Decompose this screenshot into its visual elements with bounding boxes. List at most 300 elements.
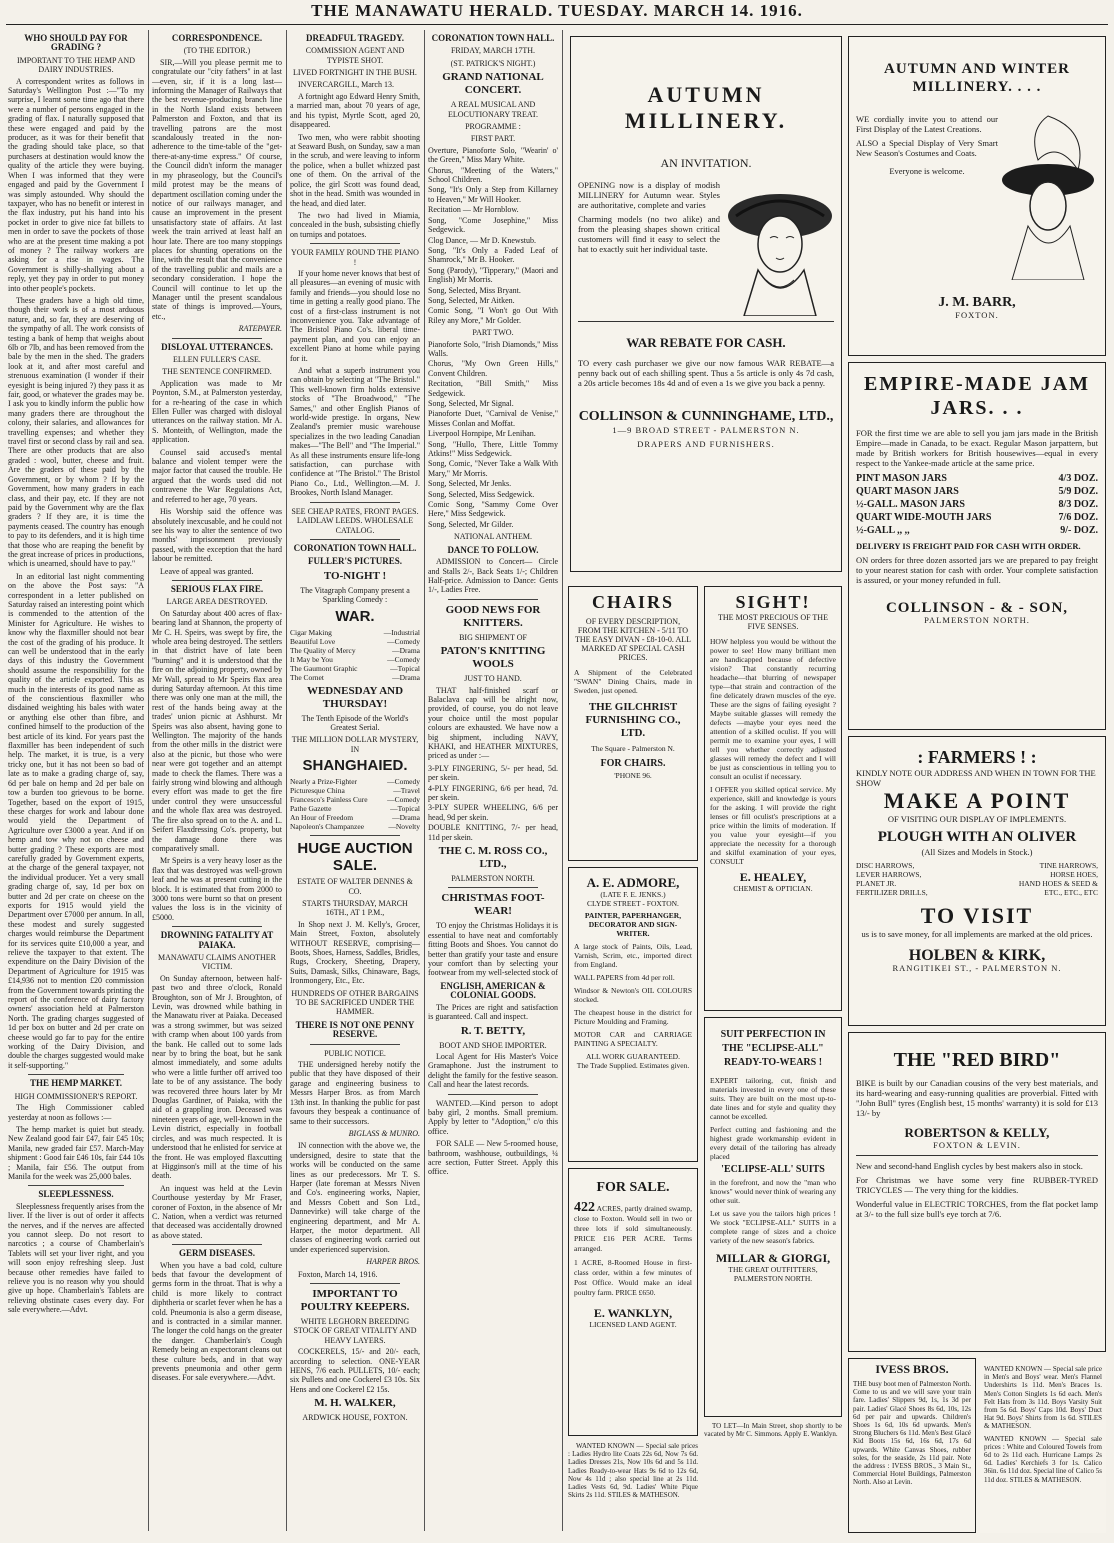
implement-row-cell: HORSE HOES, <box>1050 870 1098 879</box>
programme-item-cell: Nearly a Prize-Fighter <box>290 777 358 787</box>
ad-heading: THE MILLION DOLLAR MYSTERY, IN <box>291 735 419 754</box>
ad-address: PALMERSTON NORTH. <box>733 1274 813 1283</box>
column-1 <box>8 30 144 1535</box>
price-list <box>856 472 1098 537</box>
ad-text: THAT half-finished scarf or Balaclava cap will be alright now, provided, of course, you do not leave your choice until the most popular colours are exhausted. We have now a big shipment, including NAVY, KHAKI, and HEATHER MIXTURES, priced as under :— <box>428 685 558 761</box>
ad-heading: GOOD NEWS FOR KNITTERS. <box>445 603 541 629</box>
programme-item-cell: —Drama <box>392 672 420 682</box>
ad-text: EXPERT tailoring, cut, finish and materials invested in every one of these suits. They are built on the most up-to-date lines and for style and quality they cannot be excelled. <box>710 1076 836 1121</box>
divider <box>448 599 538 600</box>
ad-text: The cheapest house in the district for Picture Moulding and Framing. <box>574 1008 692 1026</box>
ad-title: : FARMERS ! : <box>917 747 1037 767</box>
article-text: On Sunday afternoon, between half-past two and three o'clock, Ronald Broughton, son of Mr J. Broughton, of Levin, was drowned while bathing in the Manawatu river at Paiaka. Deceased was a strong swimmer, but was seized with cramp when about 100 yards from the bank. He called out to some lads near by to bring the boat, but he sank almost immediately, and some adults who were a little further off arrived too late to be of any assistance. The body was recovered three hours later by Mr Douglas Gardiner, of Paiaka, with the aid of a grappling iron. Deceased was nineteen years of age, well-known in the Levin district, especially in football circles, and was much respected. It is understood that he enlisted for service at the front. He was employed flaxcutting at Higginson's mill at the time of his death. <box>152 973 282 1181</box>
programme-item <box>290 646 420 655</box>
article-text: Application was made to Mr Poynton, S.M., at Palmerston yesterday, for a re-hearing of the case in which Ellen Fuller was charged with disloyal utterances on the railway station. Mr A. S. Monteith, of Wellington, made the application. <box>152 378 282 445</box>
classified-ad: WANTED KNOWN — Special sale prices : Ladies Hydro lite Coats 22s 6d, Now 7s 6d. Ladies Dresses 21s, Now 10s 6d and 5s 11d. Ladies Ready-to-wear Hats 9s 6d to 12s 6d, Now 4s 11d ; also special line at 2s 11d. Ladies Vests 6d, 9d. Ladies' White Pique Skirts 2s 11d. STILES & MATHESON. <box>568 1442 698 1500</box>
ad-chairs <box>568 586 698 861</box>
ad-text: FOR CHAIRS. <box>600 758 666 769</box>
ad-text: HOW helpless you would be without the power to see! How many brilliant men are handicapped because of defective vision? That constantly recurring headache—that blurring of newspaper type—that strain and contraction of the fine delicately drawn muscles of the eye. These are the signs of failing eyesight ? Maybe suitable glasses will remedy the defects —maybe your eyes need the attention of a skilled oculist. If you will permit me to examine your eyes, I will tell you whether correctly adjusted glasses will remedy the defect and I will be just as conscientious in telling you to consult an oculist if necessary. <box>710 637 836 781</box>
programme-item <box>290 637 420 646</box>
ad-text: OF EVERY DESCRIPTION, FROM THE KITCHEN - 5/11 TO THE EASY DIVAN - £8-10-0. ALL MARKED AT SPECIAL CASH PRICES. <box>575 617 691 662</box>
programme-item-cell: —Drama <box>392 645 420 655</box>
programme-item-cell: —Topical <box>390 804 420 814</box>
headline: SERIOUS FLAX FIRE. <box>170 583 264 594</box>
concert-item: Song, "It's Only a Faded Leaf of Shamrock," Mr B. Hooker. <box>428 245 558 265</box>
ad-title: TO VISIT <box>920 903 1034 928</box>
article-text: Sleeplessness frequently arises from the liver. If the liver is out of order it affects the nerves, and if the nerves are affected you cannot sleep. Do not resort to narcotics ; a course of Chamberlain's Tablets will set your liver right, and you will soon enjoy refreshing sleep. Just because other remedies have failed to relieve you is no reason why you should give up hope. Chamberlain's Tablets are relieving obstinate cases every day. For sale everywhere.—Advt. <box>8 1201 144 1315</box>
column-rule <box>562 30 563 1531</box>
article-text: A fortnight ago Edward Henry Smith, a married man, about 70 years of age, and his typist, Myrtle Scott, aged 20, disappeared. <box>290 92 420 130</box>
headline: SLEEPLESSNESS. <box>38 1189 114 1200</box>
divider <box>28 1074 124 1075</box>
ad-heading: BOOT AND SHOE IMPORTER. <box>439 1040 547 1050</box>
programme-item <box>290 628 420 637</box>
ad-text: WALL PAPERS from 4d per roll. <box>574 973 675 982</box>
divider <box>310 1044 400 1045</box>
headline: GERM DISEASES. <box>178 1248 256 1259</box>
classified-wanted-known <box>568 1442 698 1536</box>
ad-admore-painter <box>568 867 698 1162</box>
article-text: These graders have a high old time, though their work is of a most arduous nature, and, so far, they are deserving of the sympathy of all. The work consists of testing a bank of hemp that weighs about 6lb or 7lb, and has been removed from the bale by the men in the shed. The graders look at it, and after most careful and strenuous examination (I wonder if their eyesight is being injured ?) they pass it as fair, good, or whatever the grades may be. I ask you to kindly inform the public how many graders there are throughout the colony, their salaries, and allowances for travelling expenses; and whether they travel first or second class by rail and sea. There are other products that are also graded : wool, butter, cheese and fruit. Are the graders of these paid by the Government, or by whom ? If by the Government, how many graders in each class, and their pay, etc. If they are not paid by the Government why are the flax graders ? If they are, it is time the payments ceased. The country has enough to pay to its defenders, and it is high time that those who are reaping the benefit by the great increase of prices in productions, which is unearned, should have to pay." <box>8 295 144 569</box>
ad-heading: FULLER'S PICTURES. <box>307 556 403 567</box>
ad-text: 1 ACRE, 8-Roomed House in first-class order, within a few minutes of Post Office. Would make an ideal poultry farm. PRICE £650. <box>574 1258 692 1297</box>
article-text: And what a superb instrument you can obtain by selecting at "The Bristol." This well-known firm holds extensive stocks of "The Broadwood," "The Sames," and other English Pianos of world-wide prestige. In organs, New Zealand's premier music warehouse specializes in the two leading Canadian makes—"The Bell" and "The Imperial." As all these instruments ensure life-long satisfaction, can purchase with confidence at "The Bristol." The Bristol Piano Co., Ltd., Wellington.—M. J. Brookes, North Island Manager. <box>290 366 420 498</box>
programme-item-cell: The Quality of Mercy <box>290 645 356 655</box>
ad-text: Perfect cutting and fashioning and the highest grade workmanship evident in every detail of the tailoring has already placed <box>710 1125 836 1161</box>
ad-heading: HUGE AUCTION SALE. <box>297 840 413 875</box>
divider <box>172 580 262 581</box>
price-row <box>856 485 1098 498</box>
ad-heading: THE C. M. ROSS CO., LTD., <box>438 845 548 871</box>
column-4 <box>428 30 558 1535</box>
classified-ad: WANTED KNOWN — Special sale price in Men's and Boys' wear. Men's Flannel Undershirts 1s 11d. Men's Braces 1s. Men's Cotton Singlets 1s 6d each. Men's Felt Hats from 3s 11d. Boys Varsity Suit from 5s 6d. Boys' Caps 10d. Boys' Duct Hat 9d. Boys' Shirts from 1s 6d. STILES & MATHESON. <box>984 1365 1102 1431</box>
price-row <box>856 511 1098 524</box>
ad-text: Charming models (no two alike) and from the pleasing shapes shown critical customers will find it easy to select the hat to exactly suit her individual taste. <box>578 214 720 254</box>
ad-address: FOXTON & LEVIN. <box>933 1140 1021 1150</box>
ad-text: THE GREAT OUTFITTERS, <box>728 1265 818 1274</box>
programme-item <box>290 804 420 813</box>
article-text: SIR,—Will you please permit me to congratulate our "city fathers" in at last—even, sir, if it is a long last—informing the Manager of Railways that the best revenue-producing branch line in the North Island exists between Palmerston and Foxton, and that its travelling patrons are the most scandalously treated in the non-adherence to the time-table of the "get-there-at-any-time express." Of course, the Council didn't inform the manager in my phraseology, but the Council's mild protest may be the means of department oscillation coming under the notice of our railways manager, and cause an improvement in the present unsatisfactory state of affairs. At last week the train arrived at least half an hour late. There are too many stoppings places for shunting operations on the line, with the result that the convenience of the travelling public and mails are a secondary consideration. I hope the Council will continue to let up the Manager until the present scandalous state of things is improved.—Yours, etc., <box>152 57 282 321</box>
price-row-cell: 8/3 DOZ. <box>1058 499 1098 510</box>
ad-text: us is to save money, for all implements are marked at the old prices. <box>861 929 1093 939</box>
ad-heading: PALMERSTON NORTH. <box>451 874 535 884</box>
article-text: INVERCARGILL, March 13. <box>298 79 394 89</box>
ad-address: CLYDE STREET - FOXTON. <box>587 899 679 908</box>
ad-heading: FIRST PART. <box>470 134 516 144</box>
column-rule <box>148 30 149 1531</box>
headline: THE HEMP MARKET. <box>29 1078 123 1089</box>
divider <box>172 1244 262 1245</box>
subhead: MANAWATU CLAIMS ANOTHER VICTIM. <box>157 952 277 972</box>
ad-heading: THERE IS NOT ONE PENNY RESERVE. <box>295 1019 415 1040</box>
column-2 <box>152 30 282 1535</box>
ad-text: In Shop next J. M. Kelly's, Grocer, Main Street, Foxton, absolutely WITHOUT RESERVE, comprising— Boots, Shoes, Harness, Saddles, Bridles, Rugs, Crockery, Sheeting, Drapery, Suits, Damask, Silks, Chinaware, Bags, Ironmongery, Etc., Etc. <box>290 919 420 986</box>
ad-heading: NATIONAL ANTHEM. <box>454 532 532 542</box>
ad-text: in the forefront, and now the "man who knows" would never think of wearing any other suit. <box>710 1178 836 1205</box>
ad-divider <box>856 1155 1098 1156</box>
ad-title: WAR REBATE FOR CASH. <box>626 335 786 350</box>
ad-text: Windsor & Newton's OIL COLOURS stocked. <box>574 986 692 1004</box>
ad-heading: WHITE LEGHORN BREEDING STOCK OF GREAT VITALITY AND HEAVY LAYERS. <box>293 1317 417 1345</box>
ad-text: (All Sizes and Models in Stock.) <box>921 847 1033 857</box>
ad-heading: TO-NIGHT ! <box>323 569 387 582</box>
price-row <box>856 498 1098 511</box>
concert-item: Comic Song, "I Won't go Out With Riley any More," Mr Golder. <box>428 306 558 325</box>
concert-item: Song, Selected, Mr Signal. <box>428 399 514 408</box>
implement-row-cell: FERTILIZER DRILLS, <box>856 888 928 897</box>
headline: DISLOYAL UTTERANCES. <box>161 341 273 352</box>
subhead: HIGH COMMISSIONER'S REPORT. <box>14 1091 138 1101</box>
price-item: 3-PLY SUPER WHEELING, 6/6 per head, 9d per skein. <box>428 803 558 822</box>
ad-heading: PATON'S KNITTING WOOLS <box>440 645 546 671</box>
ad-heading: DANCE TO FOLLOW. <box>447 544 539 555</box>
ad-text: TO every cash purchaser we give our now famous WAR REBATE—a penny back out of each shilling spent. Thus a 5s article is only 4s 7d cash, a 20s article becomes 18s 4d and of even a 1s we give you back a penny. <box>578 358 834 388</box>
ad-title: THE "RED BIRD" <box>893 1049 1061 1071</box>
programme-item-cell: —Comedy <box>387 636 420 646</box>
ad-subtitle: THE MOST PRECIOUS OF THE FIVE SENSES. <box>718 613 828 631</box>
ad-autumn-millinery <box>570 36 842 572</box>
ad-text: A Shipment of the Celebrated "SWAN" Dining Chairs, made in Sweden, just opened. <box>574 668 692 695</box>
implement-row <box>856 879 1098 888</box>
ad-heading: ARDWICK HOUSE, FOXTON. <box>302 1413 408 1423</box>
article-text: When you have a bad cold, culture beds that favour the development of germs form in the throat. That is why a child is more likely to contract diphtheria or scarlet fever when he has a cold. Pneumonia is also a germ disease, and is contracted in a similar manner. The longer the cold hangs on the greater the danger. Chamberlain's Cough Remedy being an expectorant cleans out these culture beds, and in that way prevents pneumonia and other germ diseases. For sale everywhere.—Advt. <box>152 1260 282 1383</box>
ad-heading: SHANGHAIED. <box>302 757 408 775</box>
ad-text: A large stock of Paints, Oils, Lead, Varnish, Scrim, etc., imported direct from England. <box>574 942 692 969</box>
divider <box>448 887 538 888</box>
programme-item-cell: —Novelty <box>388 822 420 832</box>
article-text: On Saturday about 400 acres of flax-bearing land at Shannon, the property of Mr C. H. Speirs, was swept by fire, the whole area being destroyed. The settlers in that district have of late been "burning" and it is understood that the fire on the adjoining property, owned by Mr Wall, spread to Mr Speirs flax area during Saturday afternoon. At this time there was only one man at the mill, the rest of the hands being away at the trades' union picnic at Ashhurst. Mr Speirs was also absent, having gone to Wellington. The majority of the hands from the other mills in the district were also at the picnic, but those who were near were got together and an attempt made to check the flames. There was a fairly strong wind blowing and although every effort was made to get the fire under control they were unsuccessful and the whole flax area was destroyed. The fire also spread on to the A. and L. Seifert Flaxdressing Co's. property, but the damage done there was comparatively small. <box>152 608 282 853</box>
ad-address: The Square - Palmerston N. <box>591 744 675 753</box>
divider <box>172 926 262 927</box>
headline: DREADFUL TRAGEDY. <box>305 33 405 43</box>
classified-ad: WANTED KNOWN — Special sale prices : White and Coloured Towels from 6d to 2s 11d each. Hurricane Lamps 2s 6d. Ladies' Kerchiefs 3 for 1s. Calico 36in. 6s 11d doz. Special line of Calico 5s 11d doz. STILES & MATHESON. <box>984 1434 1102 1484</box>
price-item: DOUBLE KNITTING, 7/- per head, 11d per skein. <box>428 823 558 842</box>
subhead: YOUR FAMILY ROUND THE PIANO ! <box>291 248 419 267</box>
concert-item: Song, Selected, Mr Aitken. <box>428 295 515 305</box>
masthead: THE MANAWATU HERALD. TUESDAY. MARCH 14. 1916. <box>311 1 803 20</box>
article-text: If your home never knows that best of all pleasures—an evening of music with family and friends—you should lose no time in getting a really good piano. The cost of a first-class instrument is not inconvenience you. Take advantage of The Bristol Piano Co's. liberal time-payment plan, and you can enjoy an excellent Piano at home while paying for it. <box>290 268 420 363</box>
programme-item-cell: —Comedy <box>387 795 420 805</box>
ad-heading: WAR. <box>335 607 375 625</box>
ad-firm: E. HEALEY, <box>739 870 807 884</box>
programme-item <box>290 655 420 664</box>
programme-item-cell: Picturesque China <box>290 786 345 796</box>
concert-item: Song, "Come Josephine," Miss Sedgewick. <box>428 215 558 235</box>
ad-text: The Tenth Episode of the World's Greatest Serial. <box>301 713 409 732</box>
programme-item-cell: Cigar Making <box>290 627 332 637</box>
ad-address: FOXTON. <box>955 310 999 320</box>
ad-divider <box>578 321 834 322</box>
ad-address: DRAPERS AND FURNISHERS. <box>637 439 775 449</box>
ad-text: IN connection with the above we, the undersigned, desire to state that the works will be conducted on the same lines as our predecessors. Mr T. S. Harper (late foreman at Messrs Niven and Co's. engineering works, Napier, and Messrs Cobett and Son Ltd., Dannevirke) will take charge of the engineering department, and Mr A. Harper, the motor department. All classes of engineering work carried out under experienced supervision. <box>290 1141 420 1254</box>
concert-item: Pianoforte Duet, "Carnival de Venise," Misses Conlan and Moffat. <box>428 409 558 428</box>
lady-in-hat-illustration <box>726 176 834 316</box>
subhead: LARGE AREA DESTROYED. <box>166 597 268 607</box>
article-text: Two men, who were rabbit shooting at Seaward Bush, on Sunday, saw a man in the scrub, and were leaving to inform the police, when a bullet whizzed past one of them. On the arrival of the police, the girl Scott was found dead, shot in the head. Smith was wounded in the head, and died later. <box>290 132 420 208</box>
ad-heading: PUBLIC NOTICE. <box>324 1048 386 1058</box>
concert-item: Song (Parody), "Tipperary," (Maori and English) Mr Morris. <box>428 265 558 285</box>
ad-subtitle: AN INVITATION. <box>660 156 752 170</box>
classified-ad: TO LET—In Main Street, shop shortly to be vacated by Mr C. Simmons. Apply E. Wanklyn. <box>704 1422 842 1439</box>
article-text: His Worship said the offence was absolutely inexcusable, and he could not see his way to alter the sentence of two months' imprisonment previously passed, with the exception that the hard labour be remitted. <box>152 507 282 564</box>
divider <box>310 835 400 836</box>
ad-text: MOTOR CAR and CARRIAGE PAINTING A SPECIALTY. <box>574 1030 692 1048</box>
programme-item-cell: —Comedy <box>387 777 420 787</box>
ad-title: MAKE A POINT <box>883 788 1071 813</box>
ad-title: FOR SALE. <box>596 1180 670 1195</box>
ad-text: KINDLY NOTE OUR ADDRESS AND WHEN IN TOWN FOR THE SHOW <box>856 768 1096 788</box>
headline: DROWNING FATALITY AT PAIAKA. <box>160 930 274 950</box>
concert-item: Chorus, "Meeting of the Waters," School Children. <box>428 165 558 185</box>
programme-item-cell: Francesco's Painless Cure <box>290 795 368 805</box>
ad-for-sale-wanklyn <box>568 1168 698 1436</box>
ad-ivess-bros <box>848 1358 976 1533</box>
ad-text: PAINTER, PAPERHANGER, DECORATOR AND SIGN-WRITER. <box>584 911 682 938</box>
programme-list <box>428 340 558 530</box>
divider <box>310 243 400 244</box>
implement-list <box>856 861 1098 897</box>
article-text: An inquest was held at the Levin Courthouse yesterday by Mr Fraser, coroner of Foxton, in the absence of Mr C. Nation, when a verdict was returned that deceased was accidentally drowned as above stated. <box>152 1183 282 1240</box>
programme-item-cell: The Gaumont Graphic <box>290 663 358 673</box>
classified-to-let <box>704 1422 842 1536</box>
ad-text: Let us save you the tailors high prices ! We stock "ECLIPSE-ALL" SUITS in a complete range of sizes and a choice variety of the new season's fabrics. <box>710 1209 836 1245</box>
ad-text: FOR the first time we are able to sell you jam jars made in the British Empire—made in Canada, to be exact. Regular Mason jarpattern, but made by British workers for British housewives—equal in every respect to the Yankee-made article at the same price. <box>856 428 1098 468</box>
price-row-cell: 4/3 DOZ. <box>1058 473 1098 484</box>
ad-text: WE cordially invite you to attend our First Display of the Latest Creations. <box>856 114 998 134</box>
ad-title: CHAIRS <box>591 592 674 612</box>
implement-row <box>856 861 1098 870</box>
programme-item-cell: —Comedy <box>387 654 420 664</box>
subhead: COMMISSION AGENT AND TYPISTE SHOT. <box>305 46 405 65</box>
concert-item: Chorus, "My Own Green Hills," Convent Children. <box>428 359 558 378</box>
article-text: The High Commissioner cabled yesterday at noon as follows :— <box>8 1103 144 1122</box>
ad-text: Everyone is welcome. <box>889 166 965 176</box>
programme-item-cell: Beautiful Love <box>290 636 336 646</box>
programme-item <box>290 795 420 804</box>
ad-text: ALL WORK GUARANTEED. <box>586 1052 680 1061</box>
ad-firm: ROBERTSON & KELLY, <box>904 1125 1050 1140</box>
ad-text: SEE CHEAP RATES, FRONT PAGES. LAIDLAW LEEDS. WHOLESALE CATALOG. <box>291 506 419 535</box>
article-text: A correspondent writes as follows in Saturday's Wellington Post :—"To my surprise, I learnt some time ago that there were a number of persons engaged in the grading of flax. I naturally supposed that these were engaged and paid by the producer, as it was for their benefit that the grading should take place, so that purchasers at destination would know the quality of the article they were buying. When I was informed that they were engaged and paid by the Government I was simply astounded. Why should the taxpayer, who has no benefit or interest in the flax industry, put his hand into his pocket in order to give nice fat billets to men in order to save the pockets of those who are at the present time making a pot of money ? The railway workers are asking for a rise in wages. The Government is shilly-shallying about a reply, yet they pay in order to put money into other people's pockets. <box>8 76 144 293</box>
ad-text: TO enjoy the Christmas Holidays it is essential to have neat and comfortably fitting Boots and Shoes. You cannot do better than gratify your taste and ensure your comfort than by selecting your footwear from my well-selected stock of <box>428 921 558 978</box>
article-text: The hemp market is quiet but steady. New Zealand good fair £47, fair £45 10s; Manila, new graded fair £57. March-May shipment : Good fair £46 10s, fair £44 10s ; Manila, fair £56. The output from Manila for the week was 25,000 bales. <box>8 1124 144 1181</box>
price-row <box>856 472 1098 485</box>
implement-row <box>856 888 1098 897</box>
signature: RATEPAYER. <box>238 324 282 334</box>
ad-title: 'ECLIPSE-ALL' SUITS <box>721 1164 825 1175</box>
article-text: Counsel said accused's mental balance and violent temper were the major factor that caused the trouble. He argued that the words used did not contravene the War Regulations Act, and referred to her age, 70 years. <box>152 447 282 504</box>
divider <box>448 1094 538 1095</box>
divider <box>172 338 262 339</box>
ad-heading: (ST. PATRICK'S NIGHT.) <box>450 58 536 68</box>
implement-row-cell: DISC HARROWS, <box>856 861 915 870</box>
ad-text: For Christmas we have some very fine RUBBER-TYRED TRICYCLES — The very thing for the kiddies. <box>856 1175 1098 1195</box>
ad-firm: MILLAR & GIORGI, <box>715 1251 831 1265</box>
ad-heading: STARTS THURSDAY, MARCH 16TH., AT 1 P.M., <box>302 898 408 918</box>
ad-heading: HUNDREDS OF OTHER BARGAINS TO BE SACRIFICED UNDER THE HAMMER. <box>291 988 419 1017</box>
classified-ad: FOR SALE — New 5-roomed house, bathroom, washhouse, outbuildings, ¼ acre section, Futter Street. Apply this office. <box>428 1139 558 1177</box>
concert-item: Song, Selected, Miss Sedgewick. <box>428 489 535 499</box>
ad-heading: FRIDAY, MARCH 17TH. <box>450 46 536 56</box>
price-list <box>428 764 558 842</box>
price-row-cell: PINT MASON JARS <box>856 473 947 484</box>
price-row-cell: 7/6 DOZ. <box>1058 512 1098 523</box>
ad-firm: J. M. BARR, <box>938 295 1016 310</box>
ad-text: 'PHONE 96. <box>614 771 652 780</box>
implement-row-cell: ETC., ETC., ETC <box>1044 888 1098 897</box>
ad-title: AUTUMN AND WINTER MILLINERY. . . . <box>884 61 1070 95</box>
concert-item: Recitation — Mr Hornblow. <box>428 205 519 215</box>
programme-item <box>290 673 420 682</box>
concert-item: Recitation, "Bill Smith," Miss Sedgewick. <box>428 379 558 398</box>
ad-heading: M. H. WALKER, <box>314 1397 396 1410</box>
programme-item-cell: An Hour of Freedom <box>290 813 354 823</box>
price-row-cell: QUART MASON JARS <box>856 486 959 497</box>
ad-wanted-known-column <box>980 1358 1106 1533</box>
implement-row-cell: HAND HOES & SEED & <box>1018 879 1098 888</box>
divider <box>28 1185 124 1186</box>
programme-list <box>290 628 420 682</box>
ad-heading: PROGRAMME : <box>465 122 521 132</box>
ad-text: THE busy boot men of Palmerston North. Come to us and we will save your train fare. Ladies' Slippers 9d, 1s, 1s 3d per pair. Ladies' Glacé Shoes 8s 6d, 10s, 12s 6d per pair and upwards. Children's Shoes 1s 6d, 10s 6d upwards. Men's Strong Bluchers 6s 11d. Men's Best Glacé Kid Boots 15s 6d, 16s 6d, 17s 6d upwards. White Canvas Shoes, rubber soles, for the seaside, 2s 11d pair. Note the address : IVESS BROS., 3 Main St., Commercial Hotel Buildings, Palmerston North. Also at Levin. <box>853 1380 971 1487</box>
lady-with-plume-hat-illustration <box>998 110 1098 280</box>
ad-eclipse-all-suits <box>704 1017 842 1417</box>
ad-text: I OFFER you skilled optical service. My experience, skill and knowledge is yours for the asking. I will provide the right lenses or fill oculist's prescriptions at a price within the limits of moderation. If you value your eyesight—if you appreciate the necessity for a thorough and skilful examination of your eyes, CONSULT <box>710 785 836 866</box>
ad-heading: IMPORTANT TO POULTRY KEEPERS. <box>300 1288 410 1313</box>
ad-heading: ESTATE OF WALTER DENNES & CO. <box>297 877 413 896</box>
price-row <box>856 524 1098 537</box>
concert-item: Liverpool Hornpipe, Mr Lenihan. <box>428 429 536 439</box>
ad-text: ADMISSION to Concert— Circle and Stalls 2/-, Back Seats 1/-; Children Half-price. Admission to Dance: Gents 1/-, Ladies Free. <box>428 557 558 595</box>
ad-title: IVESS BROS. <box>875 1362 949 1376</box>
ad-text: CHEMIST & OPTICIAN. <box>733 884 813 893</box>
ad-text: Wonderful value in ELECTRIC TORCHES, from the flat pocket lamp at 3/- to the full size bull's eye torch at 7/6. <box>856 1199 1098 1219</box>
ad-heading: WEDNESDAY AND THURSDAY! <box>306 684 404 710</box>
concert-item: Song, Comic, "Never Take a Walk With Mary," Mr Morris. <box>428 459 558 478</box>
ad-text: New and second-hand English cycles by best makers also in stock. <box>856 1161 1083 1171</box>
ad-title: PLOUGH WITH AN OLIVER <box>877 829 1077 845</box>
column-rule <box>424 30 425 1531</box>
ad-heading: CORONATION TOWN HALL. <box>293 542 417 553</box>
ad-firm: A. E. ADMORE, <box>586 875 680 890</box>
ad-text: ALSO a Special Display of Very Smart New Season's Costumes and Coats. <box>856 138 998 158</box>
ad-heading: A REAL MUSICAL AND ELOCUTIONARY TREAT. <box>447 100 539 119</box>
subhead: LIVED FORTNIGHT IN THE BUSH. <box>293 68 417 78</box>
price-row-cell: 5/9 DOZ. <box>1058 486 1098 497</box>
programme-list <box>290 777 420 831</box>
ad-farmers <box>848 736 1106 1026</box>
ad-heading: R. T. BETTY, <box>460 1024 526 1037</box>
concert-item: Pianoforte Solo, "Irish Diamonds," Miss Walls. <box>428 339 558 358</box>
ad-firm: HOLBEN & KIRK, <box>908 947 1046 964</box>
ad-text: The Trade Supplied. Estimates given. <box>576 1061 690 1070</box>
classified-ad: WANTED.—Kind person to adopt baby girl, 2 months. Small premium. Apply by letter to "Adoption," c/o this office. <box>428 1098 558 1136</box>
programme-item-cell: —Travel <box>393 786 420 796</box>
ad-heading: BIG SHIPMENT OF <box>459 632 527 642</box>
ad-text: OPENING now is a display of modish MILLINERY for Autumn wear. Styles are authoritative, complete and varies <box>578 180 720 210</box>
article-text: Mr Speirs is a very heavy loser as the flax that was destroyed was well-grown leaf and he was at present cutting in the block. It is estimated that from 2000 to 3000 tons were burnt so that on present values the loss is in the vicinity of £5000. <box>152 856 282 922</box>
price-row-cell: 9/- DOZ. <box>1060 525 1098 536</box>
ad-text: The Vitagraph Company present a Sparkling Comedy : <box>300 585 410 605</box>
column-3 <box>290 30 420 1535</box>
programme-item <box>290 777 420 786</box>
price-row-cell: QUART WIDE-MOUTH JARS <box>856 512 992 523</box>
ad-text: ON orders for three dozen assorted jars we are prepared to pay freight to your nearest station for cash with order. Your complete satisfaction is assured, or your money refunded in full. <box>856 555 1098 585</box>
ad-text: THE undersigned hereby notify the public that they have disposed of their garage and engineering business to Messrs Harper Bros. as from March 13th inst. In thanking the public for past favours they bespeak a continuance of same to their successors. <box>290 1060 420 1126</box>
implement-row <box>856 870 1098 879</box>
programme-item-cell: The Cornet <box>290 672 324 682</box>
ad-red-bird <box>848 1032 1106 1352</box>
price-row-cell: ½-GALL. MASON JARS <box>856 499 965 510</box>
ad-title: EMPIRE-MADE JAM JARS. . . <box>863 373 1091 419</box>
ad-heading: JUST TO HAND. <box>464 674 522 684</box>
ad-text: BIKE is built by our Canadian cousins of the very best materials, and its hard-wearing and easy-running qualities are proverbial. Fitted with "John Bull" tyres (English best, 15 months' warranty) it is sold for £13 13/- by <box>856 1078 1098 1118</box>
concert-item: Clog Dance, — Mr D. Knewstub. <box>428 235 536 245</box>
concert-item: Song, Selected, Mr Jenks. <box>428 479 512 489</box>
programme-item <box>290 813 420 822</box>
subhead: (TO THE EDITOR.) <box>183 46 251 56</box>
ad-heading: CORONATION TOWN HALL. <box>431 33 555 43</box>
ad-heading: CHRISTMAS FOOT-WEAR! <box>441 892 545 918</box>
ad-text: DELIVERY IS FREIGHT PAID FOR CASH WITH ORDER. <box>856 541 1081 551</box>
concert-item: Overture, Pianoforte Solo, "Wearin' o' the Green," Miss Mary White. <box>428 145 558 165</box>
concert-item: Song, Selected, Miss Bryant. <box>428 285 521 295</box>
divider <box>310 539 400 540</box>
divider <box>310 502 400 503</box>
ad-address: RANGITIKEI ST., - PALMERSTON N. <box>892 963 1062 973</box>
subhead: THE SENTENCE CONFIRMED. <box>162 367 272 377</box>
masthead-rule <box>6 24 1108 25</box>
price-row-cell: ½-GALL ,, ,, <box>856 525 910 536</box>
ad-firm: E. WANKLYN, <box>593 1306 673 1320</box>
implement-row-cell: PLANET JR. <box>856 879 897 888</box>
ad-title: SIGHT! <box>735 592 811 612</box>
price-item: 4-PLY FINGERING, 6/6 per head, 7d. per skein. <box>428 783 558 802</box>
column-rule <box>286 30 287 1531</box>
subhead: IMPORTANT TO THE HEMP AND DAIRY INDUSTRIES. <box>16 55 135 75</box>
concert-item: Song, "Hullo, There, Little Tommy Atkins!" Miss Sedgewick. <box>428 439 558 459</box>
ad-heading: GRAND NATIONAL CONCERT. <box>442 71 544 97</box>
signature: BIGLASS & MUNRO. <box>348 1128 420 1138</box>
ad-text: (LATE F. E. JENKS.) <box>600 890 666 899</box>
concert-item: Song, Selected, Mr Gilder. <box>428 519 514 529</box>
headline: CORRESPONDENCE. <box>171 33 263 43</box>
programme-item-cell: —Topical <box>390 663 420 673</box>
divider <box>310 1283 400 1284</box>
ad-text: LICENSED LAND AGENT. <box>589 1320 677 1329</box>
programme-item-cell: Pathe Gazette <box>290 804 332 814</box>
programme-list <box>428 146 558 325</box>
implement-row-cell: TINE HARROWS, <box>1039 861 1098 870</box>
ad-heading: PART TWO. <box>472 328 514 338</box>
concert-item: Song, "It's Only a Step from Killarney to Heaven," Mr Will Hooker. <box>428 185 558 204</box>
article-text: The two had lived in Miamia, concealed in the bush, subsisting chiefly on turnips and potatoes. <box>290 210 420 239</box>
ad-text: The Prices are right and satisfaction is guaranteed. Call and inspect. <box>428 1002 558 1022</box>
ad-text: Foxton, March 14, 1916. <box>298 1269 378 1279</box>
ad-text: COCKERELS, 15/- and 20/- each, according to selection. ONE-YEAR HENS, 7/6 each. PULLETS, 10/- each; six Pullets and one Cockerel £3 10s. Six Hens and one Cockerel £2 15s. <box>290 1347 420 1394</box>
ad-sight-optician <box>704 586 842 1011</box>
programme-item-cell: —Industrial <box>383 627 420 637</box>
implement-row-cell: LEVER HARROWS, <box>856 870 922 879</box>
ad-address: PALMERSTON NORTH. <box>924 615 1030 625</box>
programme-item <box>290 664 420 673</box>
ad-text: OF VISITING OUR DISPLAY OF IMPLEMENTS. <box>887 814 1067 824</box>
ad-heading: ENGLISH, AMERICAN & COLONIAL GOODS. <box>440 980 546 1001</box>
price-item: 3-PLY FINGERING, 5/- per head, 5d. per skein. <box>428 763 558 783</box>
ad-firm: COLLINSON & CUNNINGHAME, LTD., <box>578 409 834 424</box>
programme-item-cell: It May be You <box>290 654 333 664</box>
headline: WHO SHOULD PAY FOR GRADING ? <box>24 33 128 53</box>
